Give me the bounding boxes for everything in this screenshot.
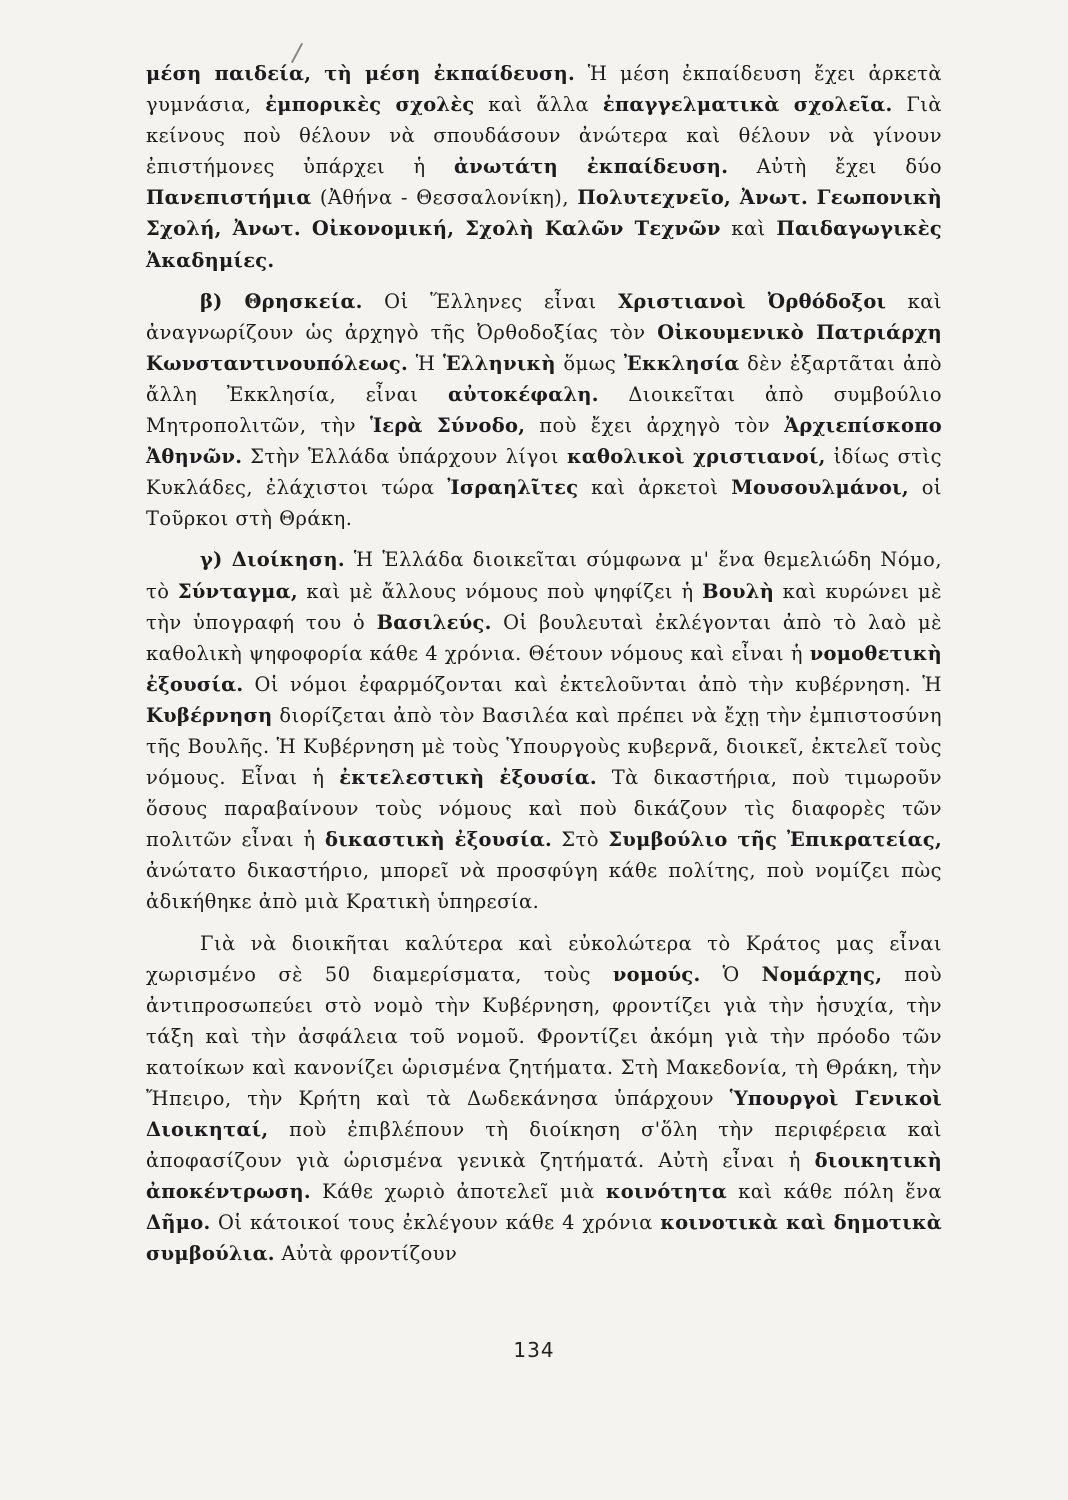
text-run: καὶ κυρώνει μὲ τὴν ὑπογραφή του ὁ	[146, 579, 943, 634]
bold-term: Βουλὴ	[702, 579, 775, 603]
text-run: ποὺ ἔχει ἀρχηγὸ τὸν	[525, 414, 785, 438]
text-run: Γιὰ νὰ διοικῆται καλύτερα καὶ εὐκολώτερα τὸ Κράτος μας εἶναι χωρισμένο σὲ 50 διαμερίσματα, τοὺς	[146, 931, 942, 986]
text-run: ἰδίως στὶς Κυκλάδες, ἐλάχιστοι τώρα	[146, 445, 942, 500]
text-run: καὶ μὲ ἄλλους νόμους ποὺ ψηφίζει ἡ	[297, 579, 703, 603]
text-run: Οἱ Ἕλληνες εἶναι	[362, 289, 619, 313]
text-run: Ὁ	[700, 962, 762, 986]
text-run: Οἱ νόμοι ἐφαρμόζονται καὶ ἐκτελοῦνται ἀπὸ τὴν κυβέρνηση. Ἡ	[243, 672, 942, 696]
bold-term: Συμβούλιο τῆς Ἐπικρατείας,	[608, 828, 942, 852]
text-run: (Ἀθήνα - Θεσσαλονίκη),	[311, 186, 578, 210]
text-run: ἀνώτατο δικαστήριο, μπορεῖ νὰ προσφύγη κάθε πολίτης, ποὺ νομίζει πὼς ἀδικήθηκε ἀπὸ μιὰ Κρατικὴ ὑπηρεσία.	[146, 859, 942, 914]
bold-term: Χριστιανοὶ Ὀρθόδοξοι	[618, 289, 887, 313]
bold-term: νομούς.	[612, 962, 701, 986]
bold-term: καθολικοὶ χριστιανοί,	[566, 445, 826, 469]
bold-term: Ὑπουργοὶ Γενικοὶ Διοικηταί,	[146, 1087, 942, 1142]
text-run: Γιὰ κείνους ποὺ θέλουν νὰ σπουδάσουν ἀνώτερα καὶ θέλουν νὰ γίνουν ἐπιστήμονες ὑπάρχει ἡ	[146, 93, 942, 179]
text-run: καὶ ἀρκετοὶ	[578, 476, 732, 500]
bold-term: αὐτοκέφαλη.	[447, 382, 599, 406]
bold-term: δικαστικὴ ἐξουσία.	[325, 828, 553, 852]
text-run: Τὰ δικαστήρια, ποὺ τιμωροῦν ὅσους παραβαίνουν τοὺς νόμους καὶ ποὺ δικάζουν τὶς διαφορὲς τῶν πολιτῶν εἶναι ἡ	[146, 766, 942, 852]
bold-term: Ἱερὰ Σύνοδο,	[369, 414, 526, 438]
text-run: Ἡ	[408, 351, 443, 375]
text-run: Κάθε χωριὸ ἀποτελεῖ μιὰ	[310, 1180, 606, 1204]
bold-term: Πανεπιστήμια	[146, 186, 312, 210]
text-run: καὶ ἀναγνωρίζουν ὡς ἀρχηγὸ τῆς Ὀρθοδοξίας τὸν	[146, 289, 942, 344]
bold-term: Ἀρχιεπίσκοπο Ἀθηνῶν.	[146, 414, 942, 469]
text-run: Αὐτὰ φροντίζουν	[274, 1242, 458, 1266]
bold-term: Οἰκουμενικὸ Πατριάρχη Κωνσταντινουπόλεως.	[146, 320, 942, 375]
bold-term: ἀνωτάτη ἐκπαίδευση.	[454, 155, 729, 179]
text-run: Στὸ	[552, 828, 609, 852]
text-run: Ἡ Ἑλλάδα διοικεῖται σύμφωνα μ' ἕνα θεμελιώδη Νόμο, τὸ	[146, 548, 942, 603]
text-run: Ἡ μέση ἐκπαίδευση ἔχει ἀρκετὰ γυμνάσια,	[146, 62, 943, 117]
text-run: καὶ ἄλλα	[474, 93, 603, 117]
bold-term: Ἐκκλησία	[623, 351, 740, 375]
paragraph-religion	[146, 286, 942, 535]
text-run: οἱ Τοῦρκοι στὴ Θράκη.	[146, 476, 942, 531]
bold-term: γ) Διοίκηση.	[200, 548, 345, 572]
bold-term: ἐπαγγελματικὰ σχολεῖα.	[602, 93, 893, 117]
text-run: ὅμως	[555, 351, 624, 375]
bold-term: Μουσουλμάνοι,	[731, 476, 909, 500]
bold-term: διοικητικὴ ἀποκέντρωση.	[146, 1149, 942, 1204]
bold-term: μέση παιδεία, τὴ μέση ἐκπαίδευση.	[146, 62, 576, 85]
bold-term: Νομάρχης,	[761, 962, 883, 986]
bold-term: Ἑλληνικὴ	[442, 351, 556, 375]
bold-term: Δῆμο.	[146, 1211, 211, 1235]
bold-term: Σύνταγμα,	[177, 579, 298, 603]
bold-term: β) Θρησκεία.	[200, 289, 363, 313]
bold-term: ἐμπορικὲς σχολὲς	[265, 93, 475, 117]
paragraph-education	[146, 58, 942, 276]
text-run: Οἱ βουλευταὶ ἐκλέγονται ἀπὸ τὸ λαὸ μὲ καθολικὴ ψηφοφορία κάθε 4 χρόνια. Θέτουν νόμους καὶ εἶναι ἡ	[146, 610, 942, 665]
bold-term: κοινοτικὰ καὶ δημοτικὰ συμβούλια.	[146, 1211, 943, 1266]
bold-term: Κυβέρνηση	[146, 703, 273, 727]
text-run: ποὺ ἐπιβλέπουν τὴ διοίκηση σ'ὅλη τὴν περιφέρεια καὶ ἀποφασίζουν γιὰ ὡρισμένα γενικὰ ζητήματά. Αὐτὴ εἶναι ἡ	[146, 1118, 942, 1173]
text-run: καὶ κάθε πόλη ἕνα	[726, 1180, 942, 1204]
text-run: Στὴν Ἑλλάδα ὑπάρχουν λίγοι	[242, 445, 567, 469]
text-run: Οἱ κάτοικοί τους ἐκλέγουν κάθε 4 χρόνια	[210, 1211, 661, 1235]
page-number: 134	[513, 1338, 555, 1362]
text-run: ποὺ ἀντιπροσωπεύει στὸ νομὸ τὴν Κυβέρνηση, φροντίζει γιὰ τὴν ἡσυχία, τὴν τάξη καὶ τὴν ἀσφάλεια τοῦ νομοῦ. Φροντίζει ἀκόμη γιὰ τὴν πρόοδο τῶν κατοίκων καὶ κανονίζει ὡρισμένα ζητήματα. Στὴ Μακεδονία, τὴ Θράκη, τὴν Ἤπειρο, τὴν Κρήτη καὶ τὰ Δωδεκάνησα ὑπάρχουν	[146, 962, 942, 1110]
text-run: Αὐτὴ ἔχει δύο	[728, 155, 942, 179]
bold-term: Βασιλεύς.	[376, 610, 492, 634]
paragraph-prefectures	[146, 928, 942, 1270]
bold-term: Πολυτεχνεῖο, Ἀνωτ. Γεωπονικὴ Σχολή, Ἀνωτ. Οἰκονομική, Σχολὴ Καλῶν Τεχνῶν	[146, 186, 942, 241]
bold-term: Ἰσραηλῖτες	[447, 476, 579, 500]
text-run: καὶ	[720, 217, 777, 241]
bold-term: νομοθετικὴ ἐξουσία.	[146, 641, 942, 696]
paragraph-administration	[146, 544, 942, 917]
text-run: διορίζεται ἀπὸ τὸν Βασιλέα καὶ πρέπει νὰ ἔχῃ τὴν ἐμπιστοσύνη τῆς Βουλῆς. Ἡ Κυβέρνηση μὲ τοὺς Ὑπουργοὺς κυβερνᾶ, διοικεῖ, ἐκτελεῖ τοὺς νόμους. Εἶναι ἡ	[146, 703, 942, 790]
bold-term: κοινότητα	[605, 1180, 727, 1204]
bold-term: Παιδαγωγικὲς Ἀκαδημίες.	[146, 217, 942, 272]
text-run: Διοικεῖται ἀπὸ συμβούλιο Μητροπολιτῶν, τὴν	[146, 382, 942, 438]
body-text	[146, 58, 942, 1270]
text-run: δὲν ἐξαρτᾶται ἀπὸ ἄλλη Ἐκκλησία, εἶναι	[146, 351, 942, 406]
bold-term: ἐκτελεστικὴ ἐξουσία.	[339, 766, 597, 790]
